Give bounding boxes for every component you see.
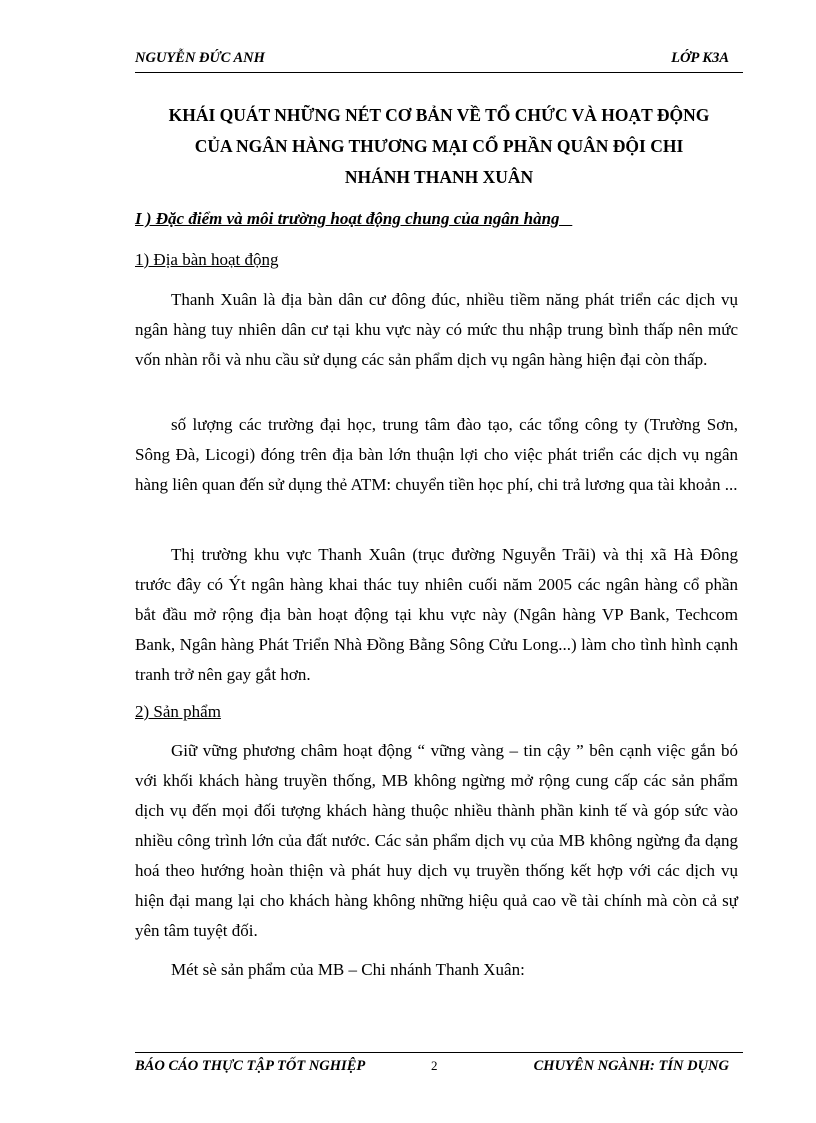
- paragraph: Thị trường khu vực Thanh Xuân (trục đường Nguyễn Trãi) và thị xã Hà Đông trước đây có Ýt ngân hàng khai thác tuy nhiên cuối năm 2005 các ngân hàng cổ phần bắt đầu mở rộng địa bàn hoạt động tại khu vực này (Ngân hàng VP Bank, Techcom Bank, Ngân hàng Phát Triển Nhà Đồng Bằng Sông Cửu Long...) làm cho tình hình cạnh tranh trở nên gay gắt hơn.: [135, 545, 738, 684]
- title-line: KHÁI QUÁT NHỮNG NÉT CƠ BẢN VỀ TỔ CHỨC VÀ HOẠT ĐỘNG: [168, 105, 710, 125]
- header-class: LỚP K3A: [671, 50, 729, 66]
- subheading-area: 1) Địa bàn hoạt động: [135, 250, 279, 269]
- title-line: CỦA NGÂN HÀNG THƯƠNG MẠI CỔ PHẦN QUÂN ĐỘI CHI: [194, 136, 684, 156]
- paragraph: Mét sè sản phẩm của MB – Chi nhánh Thanh Xuân:: [171, 960, 525, 979]
- title-line: NHÁNH THANH XUÂN: [344, 167, 534, 187]
- page-number: 2: [431, 1058, 438, 1073]
- page-header: [135, 50, 743, 73]
- section-heading: I ) Đặc điểm và môi trường hoạt động chung của ngân hàng: [135, 209, 573, 228]
- paragraph: Giữ vững phương châm hoạt động “ vững vàng – tin cậy ” bên cạnh việc gắn bó với khối khách hàng truyền thống, MB không ngừng mở rộng cung cấp các sản phẩm dịch vụ đến mọi đối tượng khách hàng thuộc nhiều thành phần kinh tế và góp sức vào nhiều công trình lớn của đất nước. Các sản phẩm dịch vụ của MB không ngừng đa dạng hoá theo hướng hoàn thiện và phát huy dịch vụ truyền thống kết hợp với các dịch vụ hiện đại mang lại cho khách hàng không những hiệu quả cao về tài chính mà còn cả sự yên tâm tuyệt đối.: [135, 741, 738, 940]
- page-footer: [135, 1052, 743, 1075]
- subheading-products: 2) Sản phẩm: [135, 702, 221, 721]
- document-title: [135, 100, 743, 193]
- header-author: NGUYỄN ĐỨC ANH: [135, 50, 265, 66]
- paragraph: Thanh Xuân là địa bàn dân cư đông đúc, nhiều tiềm năng phát triển các dịch vụ ngân hàng tuy nhiên dân cư tại khu vực này có mức thu nhập trung bình thấp nên mức vốn nhàn rỗi và nhu cầu sử dụng các sản phẩm dịch vụ ngân hàng hiện đại còn thấp.: [135, 290, 738, 369]
- footer-major: CHUYÊN NGÀNH: TÍN DỤNG: [533, 1058, 729, 1074]
- paragraph: số lượng các trường đại học, trung tâm đào tạo, các tổng công ty (Trường Sơn, Sông Đà, Licogi) đóng trên địa bàn lớn thuận lợi cho việc phát triển các dịch vụ ngân hàng liên quan đến sử dụng thẻ ATM: chuyển tiền học phí, chi trả lương qua tài khoản ...: [135, 415, 738, 494]
- footer-report-title: BÁO CÁO THỰC TẬP TỐT NGHIỆP: [135, 1058, 366, 1074]
